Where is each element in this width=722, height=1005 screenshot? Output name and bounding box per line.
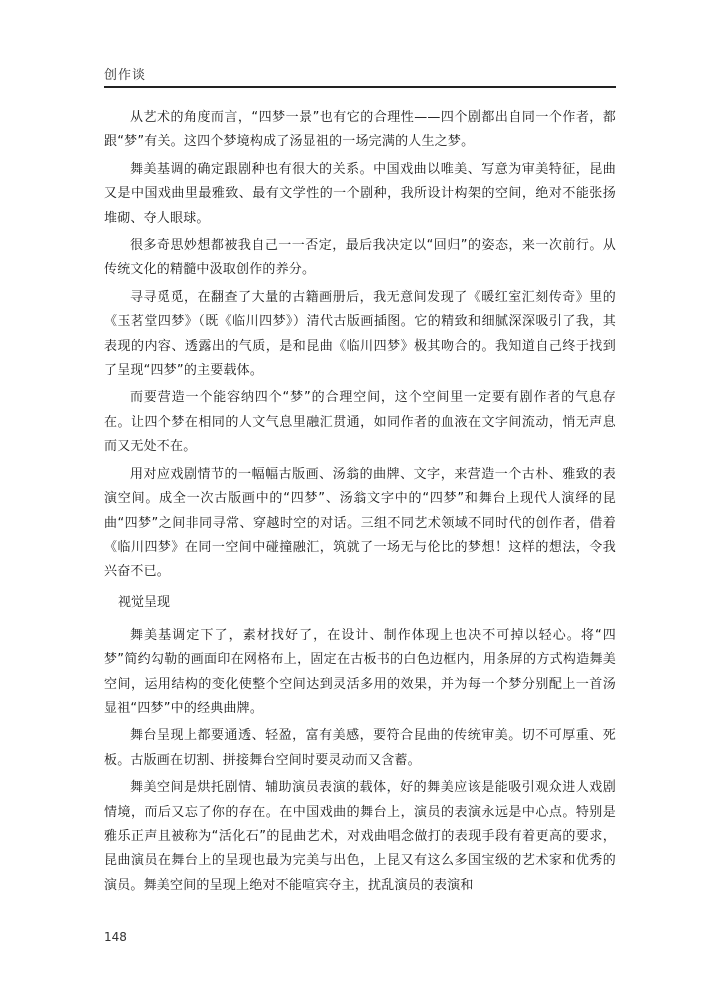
article-body <box>104 106 616 901</box>
paragraph: 从艺术的角度而言，“四梦一景”也有它的合理性——四个剧都出自同一个作者，都跟“梦”有关。这四个梦境构成了汤显祖的一场完满的人生之梦。 <box>104 110 616 150</box>
paragraph: 舞美基调定下了，素材找好了，在设计、制作体现上也决不可掉以轻心。将“四梦”简约勾勒的画面印在网格布上，固定在古板书的白色边框内，用条屏的方式构造舞美空间，运用结构的变化使整个空间达到灵活多用的效果，并为每一个梦分别配上一首汤显祖“四梦”中的经典曲牌。 <box>104 627 616 716</box>
paragraph: 舞台呈现上都要通透、轻盈，富有美感，要符合昆曲的传统审美。切不可厚重、死板。古版画在切割、拼接舞台空间时要灵动而又含蓄。 <box>104 728 616 768</box>
running-header <box>104 64 616 83</box>
paragraph: 寻寻觅觅，在翻查了大量的古籍画册后，我无意间发现了《暖红室汇刻传奇》里的《玉茗堂四梦》（既《临川四梦》）清代古版画插图。它的精致和细腻深深吸引了我，其表现的内容、透露出的气质，是和昆曲《临川四梦》极其吻合的。我知道自己终于找到了呈现“四梦”的主要载体。 <box>104 289 616 379</box>
paragraph: 用对应戏剧情节的一幅幅古版画、汤翁的曲牌、文字，来营造一个古朴、雅致的表演空间。成全一次古版画中的“四梦”、汤翁文字中的“四梦”和舞台上现代人演绎的昆曲“四梦”之间非同寻常、穿越时空的对话。三组不同艺术领域不同时代的创作者，借着《临川四梦》在同一空间中碰撞融汇，筑就了一场无与伦比的梦想！这样的想法，令我兴奋不已。 <box>104 466 616 580</box>
header-title: 创作谈 <box>104 68 147 83</box>
header-rule <box>104 86 616 88</box>
paragraph: 舞美空间是烘托剧情、辅助演员表演的载体，好的舞美应该是能吸引观众进人戏剧情境，而后又忘了你的存在。在中国戏曲的舞台上，演员的表演永远是中心点。特别是雅乐正声且被称为“活化石”的昆曲艺术，对戏曲唱念做打的表现手段有着更高的要求，昆曲演员在舞台上的呈现也最为完美与出色，上昆又有这么多国宝级的艺术家和优秀的演员。舞美空间的呈现上绝对不能喧宾夺主，扰乱演员的表演和 <box>104 780 616 893</box>
page-number: 148 <box>104 930 127 944</box>
paragraph: 舞美基调的确定跟剧种也有很大的关系。中国戏曲以唯美、写意为审美特征，昆曲又是中国戏曲里最雅致、最有文学性的一个剧种，我所设计构架的空间，绝对不能张扬堆砌、夺人眼球。 <box>104 161 616 226</box>
section-heading: 视觉呈现 <box>118 594 171 610</box>
paragraph: 而要营造一个能容纳四个“梦”的合理空间，这个空间里一定要有剧作者的气息存在。让四个梦在相同的人文气息里融汇贯通，如同作者的血液在文字间流动，悄无声息而又无处不在。 <box>104 390 616 455</box>
paragraph: 很多奇思妙想都被我自己一一否定，最后我决定以“回归”的姿态，来一次前行。从传统文化的精髓中汲取创作的养分。 <box>104 238 616 278</box>
